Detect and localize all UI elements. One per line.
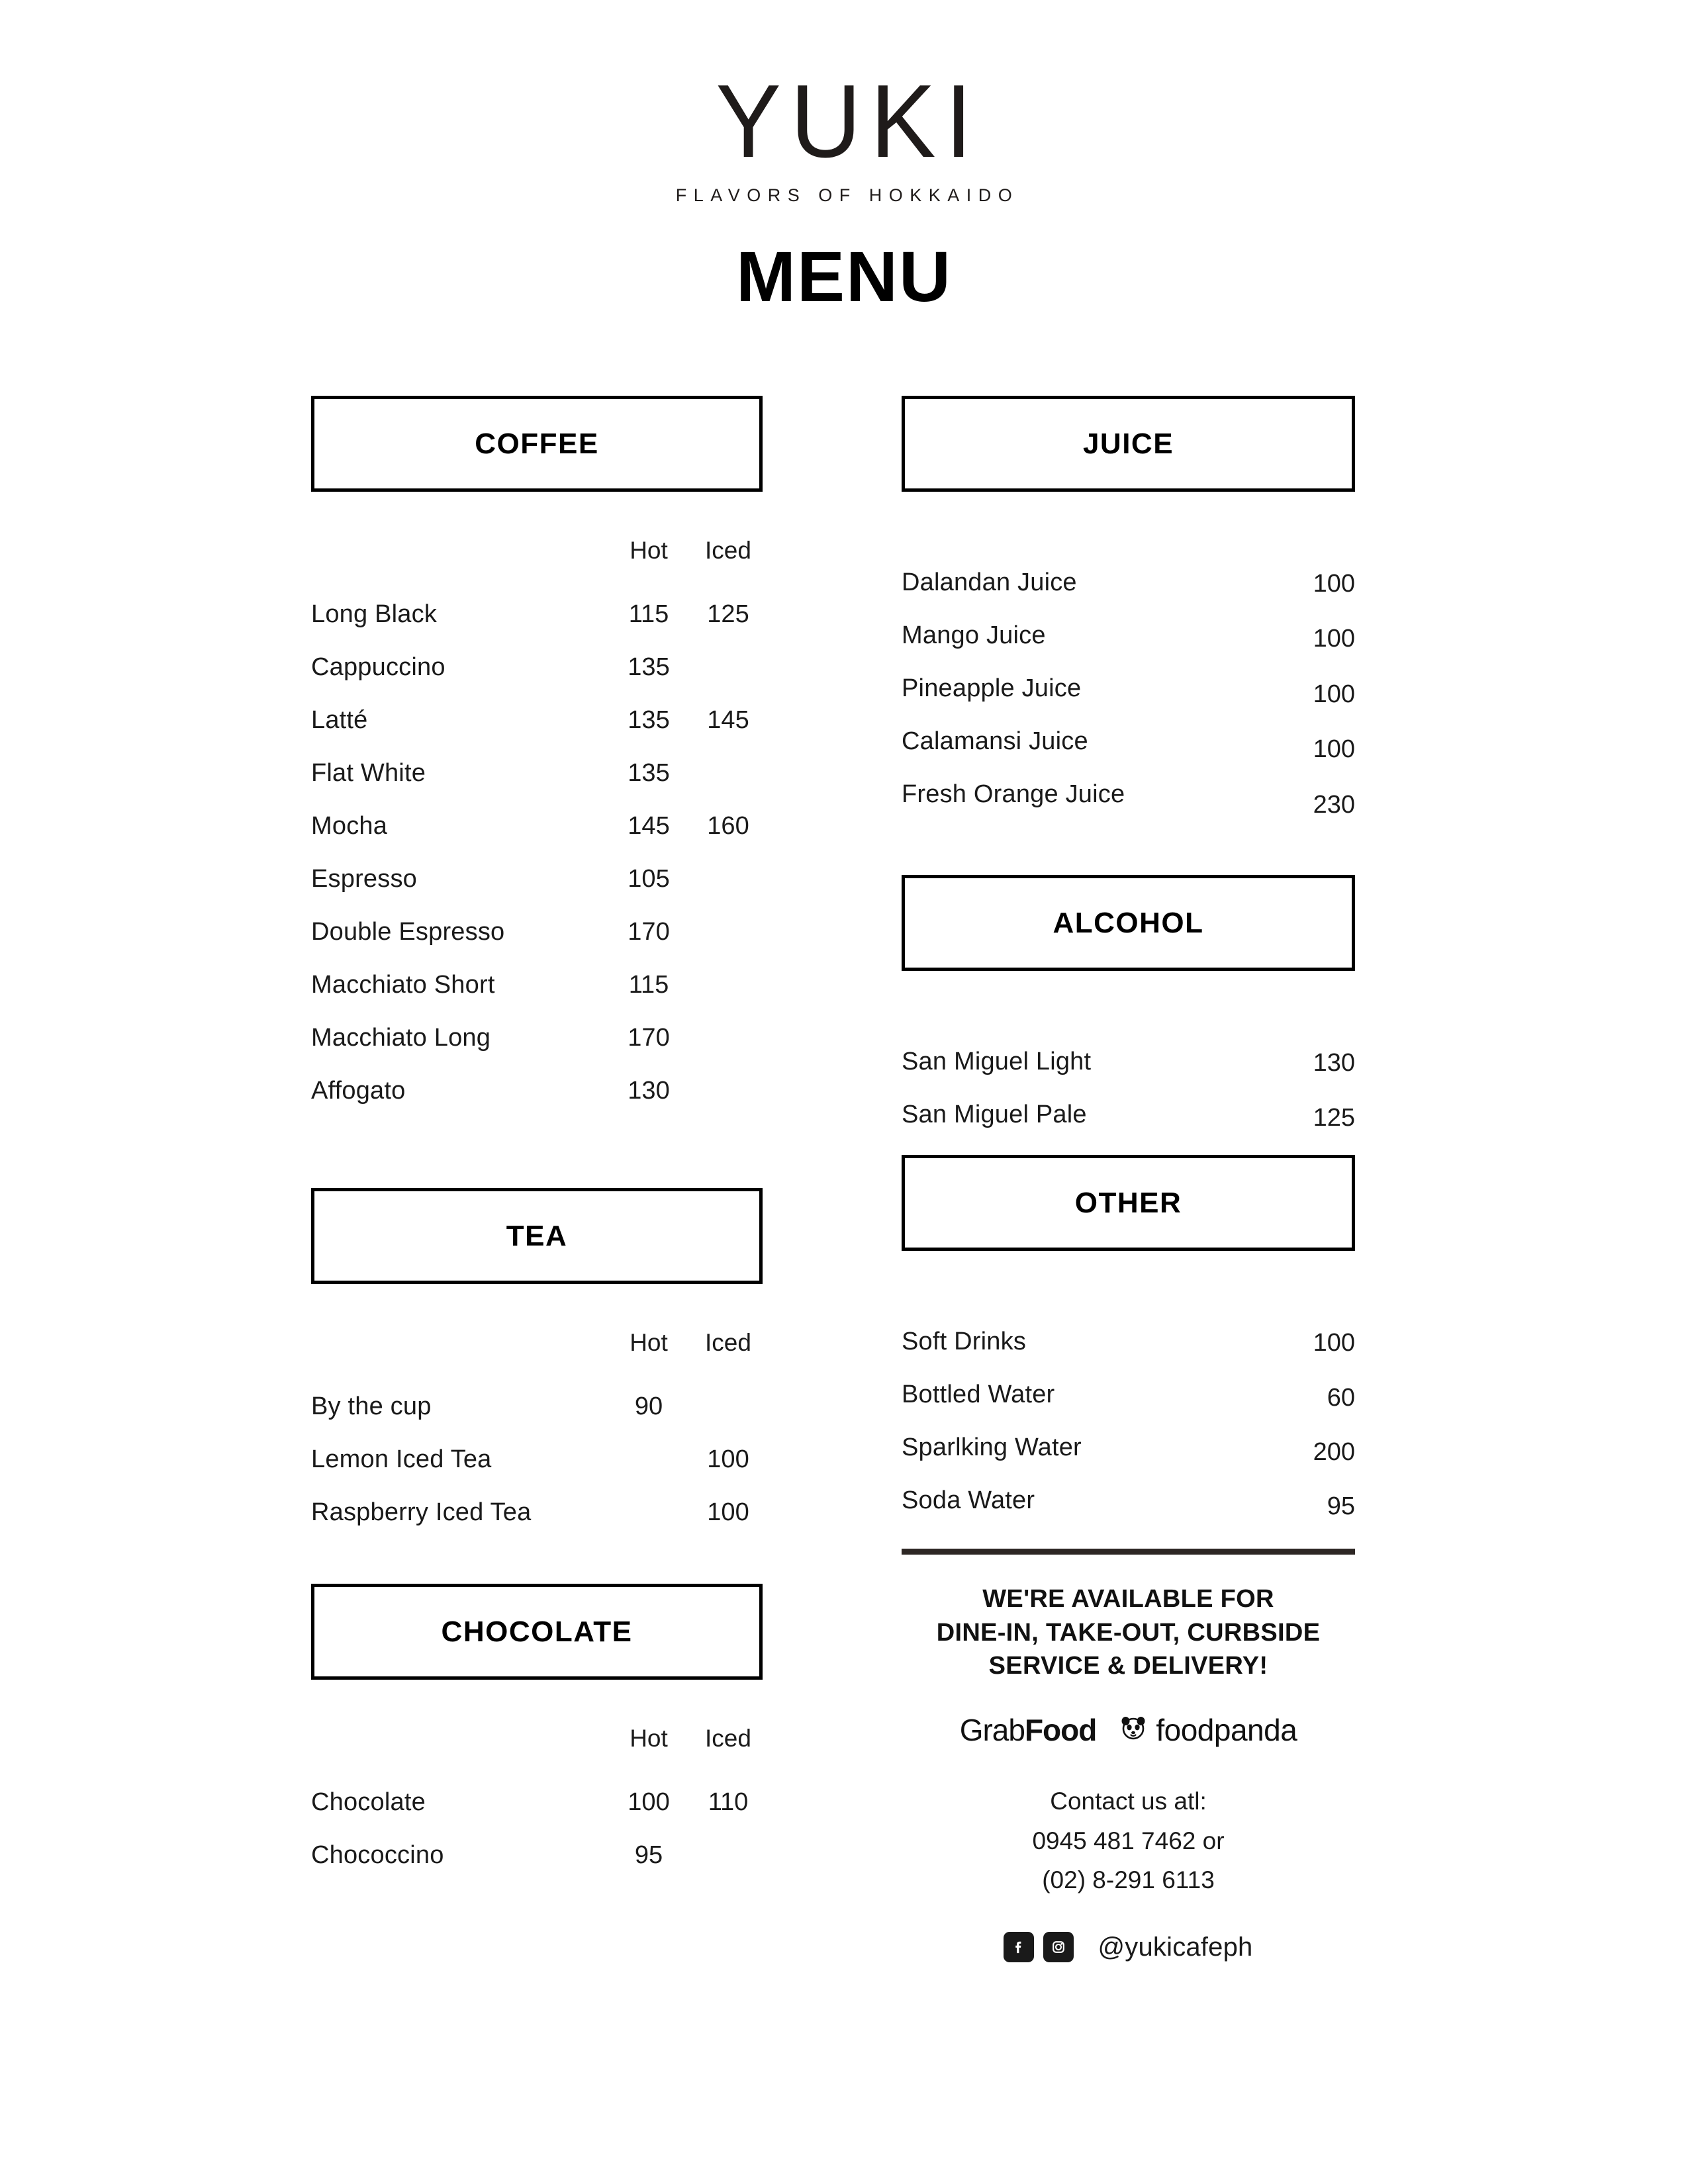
item-name: Espresso <box>311 865 418 893</box>
item-price: 100 <box>1313 625 1355 653</box>
menu-item-row <box>311 971 763 1024</box>
item-name: Double Espresso <box>311 918 505 946</box>
item-name: Bottled Water <box>902 1381 1055 1408</box>
item-price-iced: 125 <box>707 600 749 628</box>
menu-item-row <box>902 780 1355 833</box>
menu-item-row <box>902 1101 1355 1154</box>
item-price-iced: 100 <box>707 1445 749 1473</box>
item-name: Macchiato Short <box>311 971 495 999</box>
menu-item-row <box>311 1392 763 1445</box>
section-alcohol <box>902 875 1355 1154</box>
menu-item-row <box>311 1445 763 1498</box>
alcohol-items <box>902 1048 1355 1154</box>
availability-notice <box>902 1582 1355 1683</box>
item-name: Lemon Iced Tea <box>311 1445 492 1473</box>
item-price: 200 <box>1313 1438 1355 1466</box>
section-chocolate <box>311 1584 763 1894</box>
column-head-iced: Iced <box>705 1725 751 1752</box>
item-price: 125 <box>1313 1104 1355 1132</box>
availability-line-2: DINE-IN, TAKE-OUT, CURBSIDE <box>936 1618 1321 1647</box>
menu-item-row <box>902 674 1355 727</box>
item-name: Fresh Orange Juice <box>902 780 1125 808</box>
item-price-hot: 135 <box>628 653 670 681</box>
item-price: 100 <box>1313 680 1355 708</box>
item-name: Flat White <box>311 759 426 787</box>
delivery-partner-logos <box>902 1713 1355 1747</box>
menu-item-row <box>311 1077 763 1130</box>
item-name: Chococcino <box>311 1841 444 1869</box>
item-price-hot: 145 <box>628 812 670 840</box>
item-price: 230 <box>1313 791 1355 819</box>
item-price-iced: 145 <box>707 706 749 734</box>
item-price: 95 <box>1327 1492 1355 1520</box>
section-other <box>902 1155 1355 1539</box>
chocolate-items <box>311 1788 763 1894</box>
section-header-tea <box>311 1188 763 1284</box>
item-name: Mango Juice <box>902 621 1046 649</box>
section-header-alcohol <box>902 875 1355 971</box>
menu-item-row <box>902 569 1355 621</box>
chocolate-column-heads <box>311 1725 763 1762</box>
instagram-icon[interactable] <box>1043 1932 1074 1962</box>
section-title-other: OTHER <box>1074 1186 1182 1219</box>
section-tea <box>311 1188 763 1551</box>
social-links <box>902 1932 1355 1962</box>
item-price-hot: 115 <box>628 600 669 628</box>
grabfood-logo[interactable] <box>959 1713 1097 1748</box>
page-title: MENU <box>736 236 952 316</box>
brand-header <box>0 64 1688 206</box>
section-title-juice: JUICE <box>1082 427 1174 460</box>
item-name: San Miguel Light <box>902 1048 1092 1075</box>
availability-line-3: SERVICE & DELIVERY! <box>988 1652 1268 1680</box>
contact-phone-mobile: 0945 481 7462 or <box>1032 1827 1225 1854</box>
column-head-hot: Hot <box>630 1725 668 1752</box>
item-name: Soft Drinks <box>902 1328 1027 1355</box>
menu-item-row <box>902 621 1355 674</box>
menu-item-row <box>311 1498 763 1551</box>
column-head-hot: Hot <box>630 1329 668 1356</box>
item-name: Dalandan Juice <box>902 569 1077 596</box>
section-header-other <box>902 1155 1355 1251</box>
item-price-hot: 170 <box>628 1024 670 1052</box>
item-price-hot: 170 <box>628 918 670 946</box>
grabfood-grab-text: Grab <box>959 1713 1025 1748</box>
coffee-column-heads <box>311 537 763 574</box>
item-price-hot: 105 <box>628 865 670 893</box>
item-name: Calamansi Juice <box>902 727 1088 755</box>
item-name: By the cup <box>311 1392 432 1420</box>
menu-item-row <box>311 1841 763 1894</box>
column-head-iced: Iced <box>705 537 751 564</box>
item-name: Raspberry Iced Tea <box>311 1498 532 1526</box>
menu-item-row <box>311 1024 763 1077</box>
brand-tagline: FLAVORS OF HOKKAIDO <box>675 185 1019 205</box>
menu-item-row <box>311 759 763 812</box>
menu-item-row <box>311 1788 763 1841</box>
contact-phone-landline: (02) 8-291 6113 <box>1042 1866 1215 1894</box>
item-name: Cappuccino <box>311 653 445 681</box>
column-head-iced: Iced <box>705 1329 751 1356</box>
item-name: Macchiato Long <box>311 1024 491 1052</box>
availability-line-1: WE'RE AVAILABLE FOR <box>982 1585 1274 1613</box>
section-header-juice <box>902 396 1355 492</box>
menu-item-row <box>902 1486 1355 1539</box>
section-title-tea: TEA <box>506 1219 568 1252</box>
menu-item-row <box>902 1328 1355 1381</box>
item-name: Soda Water <box>902 1486 1035 1514</box>
item-price-hot: 115 <box>628 971 669 999</box>
item-name: Long Black <box>311 600 438 628</box>
item-price-iced: 160 <box>707 812 749 840</box>
social-handle: @yukicafeph <box>1098 1932 1253 1962</box>
item-name: Chocolate <box>311 1788 426 1816</box>
brand-logo-wordmark: YUKI <box>716 64 982 179</box>
grabfood-food-text: Food <box>1024 1713 1097 1748</box>
foodpanda-logo[interactable] <box>1119 1713 1297 1747</box>
foodpanda-text: foodpanda <box>1156 1713 1297 1748</box>
menu-item-row <box>311 653 763 706</box>
section-juice <box>902 396 1355 833</box>
item-price-iced: 100 <box>707 1498 749 1526</box>
item-price-hot: 100 <box>628 1788 670 1816</box>
item-price: 130 <box>1313 1049 1355 1077</box>
item-price-hot: 135 <box>628 759 670 787</box>
item-name: Latté <box>311 706 368 734</box>
section-title-chocolate: CHOCOLATE <box>441 1615 633 1648</box>
column-head-hot: Hot <box>630 537 668 564</box>
menu-item-row <box>902 1048 1355 1101</box>
footer-divider <box>902 1549 1355 1555</box>
contact-label: Contact us atl: <box>1050 1787 1207 1815</box>
item-name: Sparlking Water <box>902 1433 1082 1461</box>
menu-item-row <box>902 727 1355 780</box>
panda-icon <box>1119 1713 1148 1747</box>
tea-column-heads <box>311 1329 763 1366</box>
item-price: 60 <box>1327 1384 1355 1412</box>
item-name: Pineapple Juice <box>902 674 1082 702</box>
item-price: 100 <box>1313 1329 1355 1357</box>
coffee-items <box>311 600 763 1130</box>
item-price-hot: 95 <box>634 1841 663 1869</box>
section-title-coffee: COFFEE <box>475 427 599 460</box>
item-price-hot: 90 <box>634 1392 663 1420</box>
item-price-hot: 130 <box>628 1077 670 1105</box>
section-title-alcohol: ALCOHOL <box>1053 906 1204 939</box>
other-items <box>902 1328 1355 1539</box>
menu-item-row <box>311 918 763 971</box>
item-name: Mocha <box>311 812 388 840</box>
menu-item-row <box>311 812 763 865</box>
section-coffee <box>311 396 763 1130</box>
item-name: Affogato <box>311 1077 406 1105</box>
item-price: 100 <box>1313 735 1355 763</box>
item-name: San Miguel Pale <box>902 1101 1087 1128</box>
item-price: 100 <box>1313 570 1355 598</box>
section-header-coffee <box>311 396 763 492</box>
facebook-icon[interactable] <box>1004 1932 1034 1962</box>
juice-items <box>902 569 1355 833</box>
menu-item-row <box>902 1433 1355 1486</box>
menu-item-row <box>902 1381 1355 1433</box>
footer <box>902 1549 1355 1962</box>
item-price-iced: 110 <box>708 1788 749 1816</box>
contact-block <box>902 1782 1355 1901</box>
tea-items <box>311 1392 763 1551</box>
section-header-chocolate <box>311 1584 763 1680</box>
menu-item-row <box>311 600 763 653</box>
menu-item-row <box>311 865 763 918</box>
item-price-hot: 135 <box>628 706 670 734</box>
menu-item-row <box>311 706 763 759</box>
